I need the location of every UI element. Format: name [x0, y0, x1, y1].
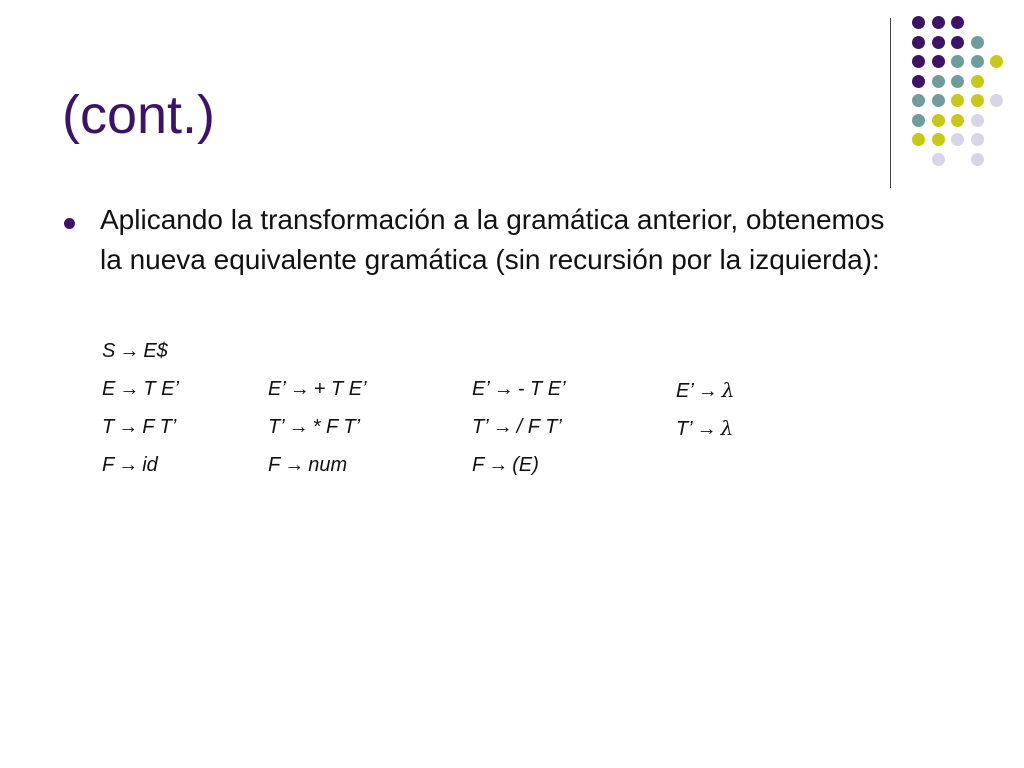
production-rule — [102, 378, 179, 401]
rule-lhs: F — [268, 454, 281, 476]
rule-rhs: T E’ — [143, 378, 179, 400]
decorative-dot-icon — [951, 16, 964, 29]
title-divider-line — [890, 18, 891, 188]
rule-lhs: T’ — [268, 416, 285, 438]
arrow-icon: → — [119, 340, 140, 362]
rule-lhs: E’ — [676, 380, 694, 402]
decorative-dot-icon — [971, 55, 984, 68]
decorative-dot-icon — [912, 114, 925, 127]
rule-rhs: num — [308, 454, 348, 476]
production-rule — [676, 378, 734, 403]
rule-lhs: S — [102, 340, 116, 362]
rule-rhs: λ — [720, 416, 734, 440]
decorative-dot-icon — [912, 133, 925, 146]
decorative-dot-icon — [932, 75, 945, 88]
decorative-dot-icon — [971, 94, 984, 107]
rule-rhs: / F T’ — [516, 416, 562, 438]
decorative-dot-icon — [951, 55, 964, 68]
arrow-icon: → — [119, 378, 140, 400]
rule-rhs: F T’ — [142, 416, 177, 438]
rule-lhs: E’ — [472, 378, 490, 400]
decorative-dot-icon — [951, 133, 964, 146]
decorative-dot-icon — [912, 16, 925, 29]
rule-rhs: id — [142, 454, 158, 476]
decorative-dot-icon — [932, 16, 945, 29]
arrow-icon: → — [488, 454, 509, 476]
rule-lhs: E — [102, 378, 116, 400]
arrow-icon: → — [284, 454, 305, 476]
rule-lhs: F — [472, 454, 485, 476]
rule-lhs: E’ — [268, 378, 286, 400]
bullet-item — [62, 200, 902, 280]
bullet-dot-icon — [64, 218, 75, 229]
bullet-text: Aplicando la transformación a la gramática anterior, obtenemos la nueva equivalente gramática (sin recursión por la izquierda): — [100, 204, 885, 275]
rule-rhs: λ — [721, 378, 735, 402]
rule-lhs: T’ — [472, 416, 489, 438]
decorative-dot-icon — [971, 114, 984, 127]
arrow-icon: → — [493, 378, 514, 400]
production-rule — [268, 378, 367, 401]
arrow-icon: → — [492, 416, 513, 438]
decorative-dot-icon — [951, 75, 964, 88]
arrow-icon: → — [697, 380, 718, 402]
slide-title: (cont.) — [62, 85, 216, 145]
decorative-dot-icon — [912, 75, 925, 88]
production-rule — [102, 416, 176, 439]
decorative-dot-icon — [912, 36, 925, 49]
rule-rhs: + T E’ — [313, 378, 367, 400]
arrow-icon: → — [118, 416, 139, 438]
decorative-dot-icon — [971, 75, 984, 88]
rule-rhs: - T E’ — [517, 378, 566, 400]
arrow-icon: → — [288, 416, 309, 438]
rule-lhs: T — [102, 416, 115, 438]
production-rule — [676, 416, 733, 441]
decorative-dot-icon — [932, 114, 945, 127]
decorative-dot-icon — [932, 36, 945, 49]
decorative-dot-icon — [912, 94, 925, 107]
rule-rhs: (E) — [512, 454, 539, 476]
rule-rhs: E$ — [143, 340, 168, 362]
rule-rhs: * F T’ — [312, 416, 361, 438]
arrow-icon: → — [696, 418, 717, 440]
decorative-dot-icon — [951, 36, 964, 49]
decorative-dot-icon — [932, 133, 945, 146]
decorative-dot-icon — [971, 36, 984, 49]
production-rule — [102, 340, 168, 363]
arrow-icon: → — [289, 378, 310, 400]
production-rule — [102, 454, 158, 477]
decorative-dot-icon — [951, 114, 964, 127]
production-rule — [268, 416, 360, 439]
rule-lhs: T’ — [676, 418, 693, 440]
decorative-dot-icon — [951, 94, 964, 107]
decorative-dot-icon — [990, 94, 1003, 107]
decorative-dot-icon — [932, 55, 945, 68]
production-rule — [472, 454, 539, 477]
decorative-dot-icon — [932, 94, 945, 107]
decorative-dot-grid — [0, 0, 1024, 200]
production-rule — [268, 454, 347, 477]
decorative-dot-icon — [971, 133, 984, 146]
decorative-dot-icon — [912, 55, 925, 68]
rule-lhs: F — [102, 454, 115, 476]
arrow-icon: → — [118, 454, 139, 476]
decorative-dot-icon — [971, 153, 984, 166]
decorative-dot-icon — [990, 55, 1003, 68]
production-rule — [472, 378, 566, 401]
decorative-dot-icon — [932, 153, 945, 166]
production-rule — [472, 416, 562, 439]
